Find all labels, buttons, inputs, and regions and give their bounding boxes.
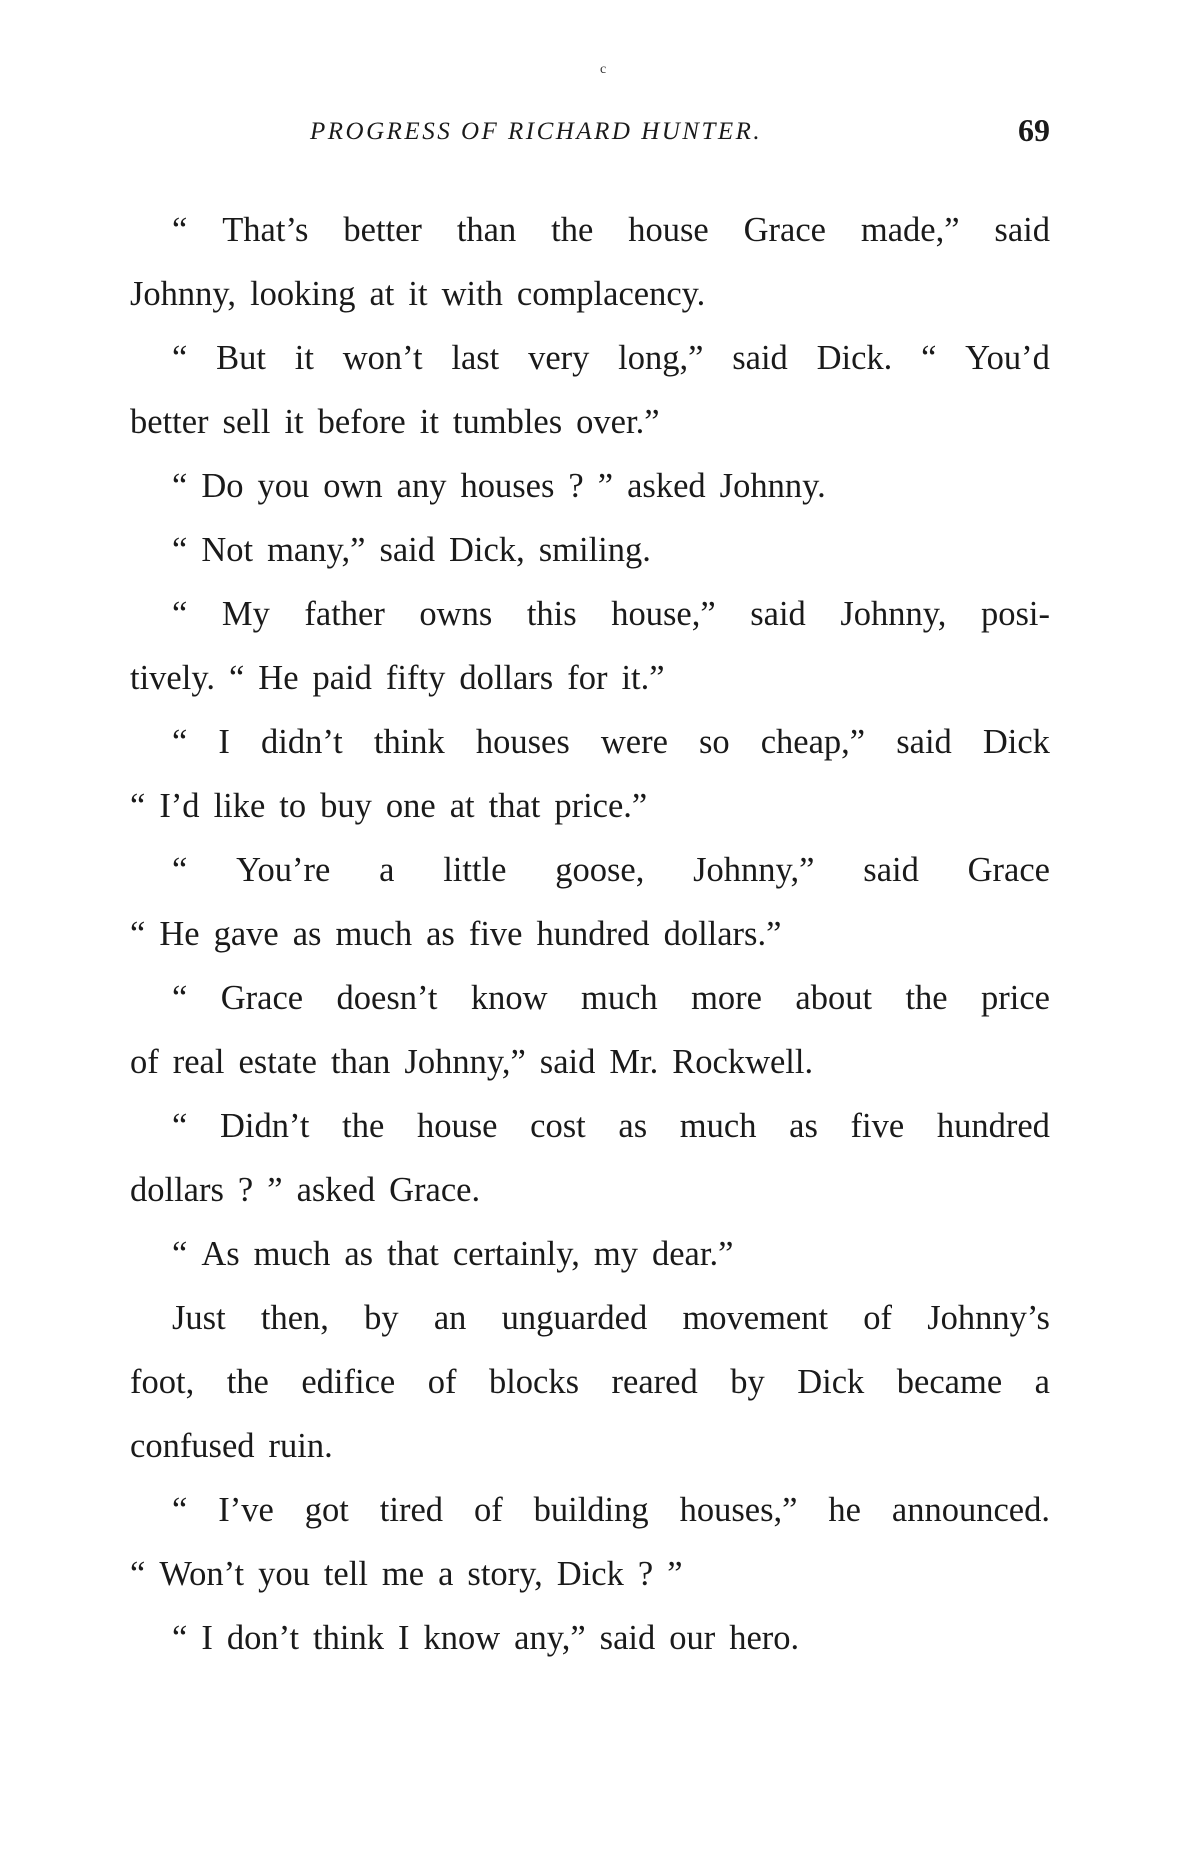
word: ? [568,467,584,505]
word: he [828,1491,861,1529]
word: to [279,787,307,825]
word: said [896,723,952,761]
word: it [284,403,304,441]
word: asked [296,1171,376,1209]
text-line [130,646,1050,710]
word: said [750,595,806,633]
word: the [342,1107,385,1145]
word: “ [172,531,188,569]
word: know [470,979,548,1017]
word: Rockwell. [672,1043,814,1081]
word: a [379,851,395,889]
word: foot, [130,1363,195,1401]
text-line [130,838,1050,902]
word: asked [627,467,706,505]
word: estate [238,1043,317,1081]
word: that [488,787,541,825]
word: don’t [226,1619,300,1657]
word: ” [667,1555,683,1593]
word: dollars [459,659,554,697]
word: houses [475,723,570,761]
word: any [396,467,447,505]
word: looking [250,275,356,313]
text-line [130,1478,1050,1542]
word: then, [260,1299,329,1337]
word: said [599,1619,656,1657]
word: Dick [982,723,1050,761]
word: think [373,723,445,761]
text-line [130,966,1050,1030]
word: better [343,211,422,249]
word: father [304,595,385,633]
word: ? [637,1555,654,1593]
word: by [364,1299,399,1337]
text-line [130,198,1050,262]
word: I’d [159,787,200,825]
word: said [732,339,788,377]
word: said [994,211,1050,249]
word: said [379,531,436,569]
word: Johnny,” [693,851,815,889]
word: for [567,659,608,697]
word: as [789,1107,818,1145]
body-text [130,198,1050,1670]
word: any,” [514,1619,586,1657]
page-number: 69 [1018,112,1050,148]
word: than [331,1043,391,1081]
word: about [795,979,873,1017]
word: cost [530,1107,586,1145]
word: it [419,403,439,441]
word: Do [201,467,244,505]
word: “ [172,339,188,377]
word: certainly, [452,1235,580,1273]
word: ” [597,467,614,505]
word: of [863,1299,893,1337]
page-header [310,112,1090,158]
word: Johnny’s [927,1299,1050,1337]
word: were [600,723,668,761]
word: you [257,467,310,505]
word: I [218,723,230,761]
text-line [130,582,1050,646]
word: it [294,339,314,377]
word: announced. [891,1491,1050,1529]
word: much [335,915,413,953]
word: know [423,1619,501,1657]
word: He [258,659,299,697]
word: Grace [743,211,826,249]
word: with [441,275,503,313]
word: “ [172,1107,188,1145]
word: “ [172,211,188,249]
word: You’d [965,339,1050,377]
word: before [317,403,406,441]
word: tively. [130,659,215,697]
word: me [381,1555,425,1593]
word: Not [201,531,254,569]
text-line [130,326,1050,390]
word: that [387,1235,439,1273]
word: as [344,1235,374,1273]
word: own [323,467,383,505]
word: Dick, [449,531,525,569]
word: “ [130,915,146,953]
word: our [669,1619,716,1657]
text-line [130,1286,1050,1350]
word: But [216,339,266,377]
word: the [226,1363,269,1401]
word: I [201,1619,213,1657]
word: dollars.” [663,915,782,953]
word: little [443,851,507,889]
word: my [593,1235,638,1273]
word: edifice [301,1363,396,1401]
word: at [449,787,475,825]
word: movement [682,1299,829,1337]
word: Johnny, [840,595,947,633]
word: Grace [220,979,304,1017]
word: house [416,1107,498,1145]
word: over.” [576,403,660,441]
text-line [130,262,1050,326]
word: unguarded [501,1299,648,1337]
word: much [679,1107,757,1145]
word: houses [460,467,555,505]
word: Didn’t [220,1107,310,1145]
word: ? [237,1171,254,1209]
word: complacency. [516,275,706,313]
word: I’ve [218,1491,274,1529]
text-line [130,774,1050,838]
word: one [385,787,436,825]
word: building [533,1491,649,1529]
word: dollars [130,1171,224,1209]
word: hero. [729,1619,800,1657]
word: think [313,1619,384,1657]
word: “ [172,723,188,761]
word: long,” [618,339,704,377]
word: sell [222,403,271,441]
word: it [408,275,428,313]
word: gave [213,915,279,953]
word: real [172,1043,225,1081]
word: posi- [981,595,1050,633]
word: the [905,979,948,1017]
word: house,” [611,595,716,633]
word: Johnny,” [404,1043,526,1081]
word: as [618,1107,648,1145]
word: I [397,1619,410,1657]
word: owns [419,595,493,633]
word: buy [320,787,372,825]
word: Johnny. [719,467,826,505]
word: That’s [222,211,309,249]
word: You’re [236,851,331,889]
word: as [426,915,455,953]
text-line [130,1158,1050,1222]
word: didn’t [260,723,343,761]
word: “ [228,659,245,697]
word: “ [130,787,146,825]
word: “ [172,979,188,1017]
word: reared [611,1363,698,1401]
word: by [730,1363,765,1401]
word: hundred [536,915,650,953]
text-line [130,1094,1050,1158]
word: an [433,1299,467,1337]
word: cheap,” [760,723,866,761]
word: doesn’t [336,979,438,1017]
word: the [551,211,594,249]
word: five [850,1107,905,1145]
word: said [539,1043,596,1081]
word: you [258,1555,310,1593]
word: Just [172,1299,226,1337]
word: became [896,1363,1003,1401]
text-line [130,1606,1050,1670]
word: price [981,979,1050,1017]
word: so [698,723,730,761]
word: got [304,1491,349,1529]
word: houses,” [679,1491,798,1529]
word: “ [921,339,937,377]
word: it.” [621,659,665,697]
word: dear.” [651,1235,734,1273]
word: a [1034,1363,1050,1401]
text-line [130,1542,1050,1606]
page-mark: c [600,62,607,77]
word: Johnny, [130,275,237,313]
text-line [130,518,1050,582]
word: fifty [385,659,446,697]
word: “ [172,851,188,889]
word: blocks [488,1363,580,1401]
word: much [580,979,658,1017]
word: tell [323,1555,368,1593]
word: ruin. [268,1427,333,1465]
word: Dick. [816,339,893,377]
word: My [221,595,270,633]
text-line [130,1414,1050,1478]
word: of [427,1363,457,1401]
word: “ [172,1619,188,1657]
word: last [451,339,500,377]
word: made,” [860,211,960,249]
word: at [369,275,395,313]
word: said [863,851,919,889]
word: ” [267,1171,283,1209]
word: as [292,915,322,953]
word: of [473,1491,503,1529]
word: goose, [555,851,645,889]
word: Dick [556,1555,624,1593]
text-line [130,1030,1050,1094]
word: smiling. [538,531,651,569]
word: “ [130,1555,146,1593]
word: won’t [342,339,423,377]
word: Grace. [389,1171,481,1209]
word: like [213,787,266,825]
word: this [526,595,577,633]
word: As [201,1235,240,1273]
word: Won’t [159,1555,245,1593]
text-line [130,902,1050,966]
word: story, [467,1555,543,1593]
word: much [253,1235,331,1273]
word: very [528,339,590,377]
word: tumbles [452,403,563,441]
word: confused [130,1427,255,1465]
word: Mr. [609,1043,659,1081]
word: hundred [936,1107,1050,1145]
word: five [468,915,523,953]
word: “ [172,1491,188,1529]
word: than [456,211,517,249]
word: paid [312,659,372,697]
word: “ [172,595,188,633]
word: a [438,1555,454,1593]
word: better [130,403,209,441]
word: more [691,979,762,1017]
text-line [130,1350,1050,1414]
text-line [130,1222,1050,1286]
text-line [130,390,1050,454]
word: “ [172,467,188,505]
word: Grace [967,851,1050,889]
word: of [130,1043,159,1081]
word: many,” [267,531,366,569]
word: house [628,211,709,249]
word: price.” [554,787,648,825]
word: He [159,915,200,953]
text-line [130,710,1050,774]
word: “ [172,1235,188,1273]
running-head: PROGRESS OF RICHARD HUNTER. [310,118,763,145]
word: tired [379,1491,444,1529]
text-line [130,454,1050,518]
word: Dick [797,1363,865,1401]
